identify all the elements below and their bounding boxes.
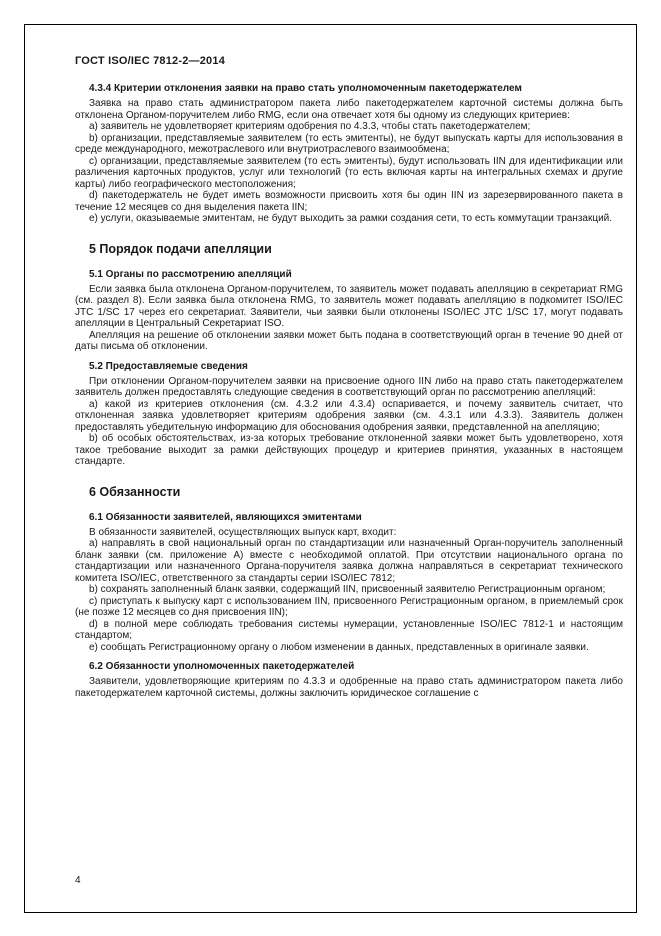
- paragraph: Если заявка была отклонена Органом-поручителем, то заявитель может подавать апелляцию в секретариат RMG (см. раздел 8). Если заявка была отклонена RMG, то заявитель может подавать апелляцию в подкомитет ISO/IEC JTC 1/SC 17 через его секретариат. Заявители, чьи заявки были отклонены ISO/IEC JTC 1/SC 17, могут подавать апелляции в Центральный Секретариат ISO.: [75, 283, 623, 329]
- subsection-heading-5-1: 5.1 Органы по рассмотрению апелляций: [89, 268, 292, 280]
- list-item-d: d) в полной мере соблюдать требования системы нумерации, установленные ISO/IEC 7812-1 и настоящим стандартом;: [75, 618, 623, 641]
- list-item-c: c) организации, представляемые заявителем (то есть эмитенты), будут использовать IIN для идентификации или различения карточных продуктов, услуг или технологий (то есть включая карты на интегральных схемах и другие карты) либо географического местоположения;: [75, 155, 623, 190]
- list-item-e: e) сообщать Регистрационному органу о любом изменении в данных, представленных в оригинале заявки.: [89, 641, 589, 653]
- paragraph: Апелляция на решение об отклонении заявки может быть подана в соответствующий орган в течение 90 дней от даты письма об отклонении.: [75, 329, 623, 352]
- section-heading-6: 6 Обязанности: [89, 484, 181, 499]
- paragraph: Заявка на право стать администратором пакета либо пакетодержателем карточной системы должна быть отклонена Органом-поручителем либо RMG, если она отвечает хотя бы одному из следующих критериев:: [75, 98, 623, 121]
- page-number: 4: [75, 875, 81, 886]
- paragraph: Заявители, удовлетворяющие критериям по 4.3.3 и одобренные на право стать администратором пакета либо пакетодержателем карточной системы, должны заключить юридическое соглашение с: [75, 676, 623, 699]
- list-item-b: b) сохранять заполненный бланк заявки, содержащий IIN, присвоенный заявителю Регистрационным органом;: [89, 584, 606, 595]
- list-item-a: a) направлять в свой национальный орган по стандартизации или назначенный Орган-поручитель заполненный бланк заявки (см. приложение А) вместе с необходимой оплатой. При отсутствии национального органа по стандартизации или назначенного Органа-поручителя заявка должна направляться в секретариат технического комитета ISO/IEC, ответственного за стандарты серии ISO/IEC 7812;: [75, 538, 623, 584]
- list-item-e: e) услуги, оказываемые эмитентам, не будут выходить за рамки создания сети, то есть коммутации транзакций.: [89, 213, 613, 224]
- list-item-b: b) об особых обстоятельствах, из-за которых требование отклоненной заявки может быть удовлетворено, хотя такое требование выходит за рамки действующих процедур и критериев принятия, указанных в настоящем стандарте.: [75, 433, 623, 467]
- subsection-heading-6-1: 6.1 Обязанности заявителей, являющихся эмитентами: [89, 511, 362, 523]
- list-item-d: d) пакетодержатель не будет иметь возможности присвоить хотя бы один IIN из зарезервированного пакета в течение 12 месяцев со дня выделения пакета IIN;: [75, 190, 623, 213]
- subsection-heading-4-3-4: 4.3.4 Критерии отклонения заявки на право стать уполномоченным пакетодержателем: [89, 83, 522, 94]
- subsection-heading-6-2: 6.2 Обязанности уполномоченных пакетодержателей: [89, 661, 355, 672]
- running-header: ГОСТ ISO/IEC 7812-2—2014: [75, 55, 226, 67]
- paragraph: При отклонении Органом-поручителем заявки на присвоение одного IIN либо на право стать пакетодержателем заявитель должен предоставлять следующие сведения в соответствующий орган по рассмотрению апелляций:: [75, 375, 623, 398]
- paragraph: В обязанности заявителей, осуществляющих выпуск карт, входит:: [89, 526, 397, 538]
- list-item-a: a) какой из критериев отклонения (см. 4.3.2 или 4.3.4) оспаривается, и почему заявитель считает, что отклоненная заявка удовлетворяет критериям одобрения заявки (см. 4.3.1 или 4.3.3). Заявитель должен предоставлять убедительную информацию для обоснования одобрения заявки, представленной на апелляцию;: [75, 398, 623, 433]
- list-item-a: a) заявитель не удовлетворяет критериям одобрения по 4.3.3, чтобы стать пакетодержателем;: [89, 121, 531, 132]
- page-border-frame: [24, 24, 637, 913]
- list-item-c: c) приступать к выпуску карт с использованием IIN, присвоенного Регистрационным органом, в приемлемый срок (не позже 12 месяцев со дня присвоения IIN);: [75, 595, 623, 618]
- section-heading-5: 5 Порядок подачи апелляции: [89, 241, 272, 256]
- subsection-heading-5-2: 5.2 Предоставляемые сведения: [89, 360, 248, 372]
- document-body: [75, 83, 623, 699]
- list-item-b: b) организации, представляемые заявителем (то есть эмитенты), не будут выпускать карты для использования в среде международного, межотраслевого или внутриотраслевого взаимообмена;: [75, 132, 623, 155]
